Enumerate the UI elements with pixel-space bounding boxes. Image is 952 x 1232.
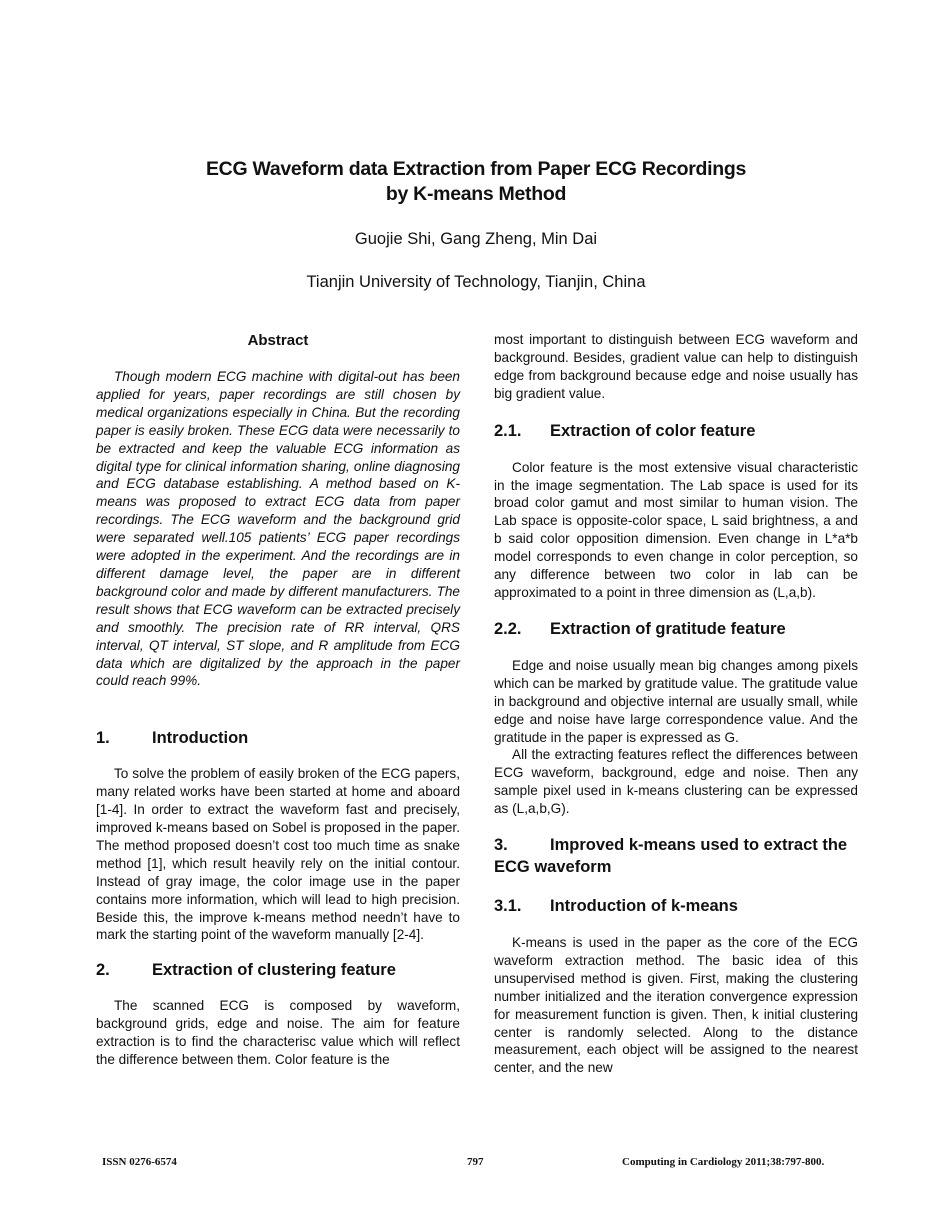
section-number: 3.1. — [494, 897, 522, 916]
abstract-text: Though modern ECG machine with digital-out has been applied for years, paper recordings are still chosen by medical organizations especially in China. But the recording paper is easily broken. These ECG data were necessarily to be extracted and keep the valuable ECG information as digital type for clinical information sharing, online diagnosing and ECG database establishing. A method based on K-means was proposed to extract ECG data from paper recordings. The ECG waveform and the background grid were separated well.105 patients’ ECG paper recordings were adopted in the experiment. And the recordings are in different damage level, the paper are in different background color and made by different manufacturers. The result shows that ECG waveform can be extracted precisely and smoothly. The precision rate of RR interval, QRS interval, QT interval, ST slope, and R amplitude from ECG data which are digitalized by the approach in the paper could reach 99%. — [96, 369, 460, 689]
abstract-heading: Abstract — [247, 332, 309, 349]
section-number: 2.2. — [494, 619, 522, 638]
section-2-2-text-1: Edge and noise usually mean big changes among pixels which can be marked by gratitude value. The gratitude value in background and objective internal are usually small, while edge and noise have large correspondence value. And the gratitude in the paper is expressed as G. — [494, 657, 858, 745]
section-title-line-1: Improved k-means used to extract the — [550, 836, 848, 855]
paper-title — [0, 157, 952, 207]
section-1-heading — [96, 727, 460, 749]
section-2-1-heading — [494, 420, 858, 442]
section-3-heading — [494, 834, 858, 878]
section-title: Extraction of color feature — [550, 421, 756, 440]
authors: Guojie Shi, Gang Zheng, Min Dai — [354, 230, 598, 248]
section-1-text: To solve the problem of easily broken of the ECG papers, many related works have been started at home and aboard [1-4]. In order to extract the waveform fast and precisely, improved k-means based on Sobel is proposed in the paper. The method proposed doesn’t cost too much time as snake method [1], which result heavily rely on the initial contour. Instead of gray image, the color image use in the paper contains more information, which will lead to high precision. Beside this, the improve k-means method needn’t have to mark the starting point of the waveform manually [2-4]. — [96, 766, 460, 943]
footer-issn: ISSN 0276-6574 — [102, 1156, 177, 1168]
section-3-1-heading — [494, 895, 858, 917]
section-title: Introduction of k-means — [550, 897, 738, 916]
right-column — [494, 331, 858, 1077]
section-title: Extraction of gratitude feature — [550, 619, 786, 638]
paper-title-line-2: by K-means Method — [385, 183, 567, 205]
affiliation: Tianjin University of Technology, Tianjin, China — [306, 273, 646, 291]
section-number: 2.1. — [494, 421, 522, 440]
section-number: 3. — [494, 836, 508, 855]
section-number: 1. — [96, 729, 110, 748]
section-2-2-text-2: All the extracting features reflect the differences between ECG waveform, background, edge and noise. Then any sample pixel used in k-means clustering can be expressed as (L,a,b,G). — [494, 747, 858, 817]
left-column — [96, 331, 460, 1069]
section-2-2-heading — [494, 618, 858, 640]
section-2-text-right: most important to distinguish between ECG waveform and background. Besides, gradient value can help to distinguish edge from background because edge and noise usually has big gradient value. — [494, 332, 858, 401]
footer-citation: Computing in Cardiology 2011;38:797-800. — [622, 1156, 825, 1168]
paper-title-line-1: ECG Waveform data Extraction from Paper ECG Recordings — [205, 158, 747, 180]
section-title-line-2: ECG waveform — [494, 858, 612, 877]
section-3-1-text: K-means is used in the paper as the core of the ECG waveform extraction method. The basic idea of this unsupervised method is given. First, making the clustering number initialized and the iteration convergence expression for measurement function is given. Then, k initial clustering center is randomly selected. Along to the distance measurement, each object will be assigned to the nearest center, and the new — [494, 935, 858, 1076]
section-title: Extraction of clustering feature — [152, 961, 396, 980]
section-2-1-text: Color feature is the most extensive visual characteristic in the image segmentation. The Lab space is used for its broad color gamut and most similar to human vision. The Lab space is opposite-color space, L said brightness, a and b said color opposition dimension. Even change in L*a*b model corresponds to even change in color perception, so any difference between two color in lab can be approximated to a point in three dimension as (L,a,b). — [494, 459, 858, 600]
section-title: Introduction — [152, 729, 249, 748]
section-2-heading — [96, 959, 460, 981]
section-2-text-left: The scanned ECG is composed by waveform, background grids, edge and noise. The aim for feature extraction is to find the characterisc value which will reflect the difference between them. Color feature is the — [96, 998, 460, 1068]
section-number: 2. — [96, 961, 110, 980]
footer-page-number: 797 — [467, 1156, 484, 1168]
